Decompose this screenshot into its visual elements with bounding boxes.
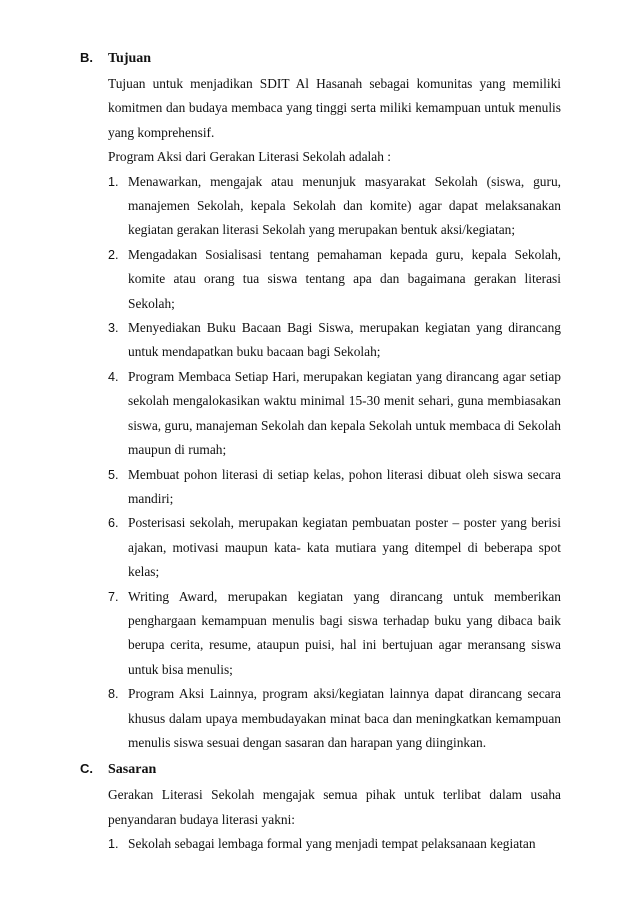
list-item-text: Program Membaca Setiap Hari, merupakan kegiatan yang dirancang agar setiap sekolah mengalokasikan waktu minimal 15-30 menit sehari, guna membiasakan siswa, guru, manajeman Sekolah dan kepala Sekolah untuk membaca di Sekolah maupun di rumah;: [128, 368, 561, 458]
list-item: [80, 170, 561, 243]
section-b-intro: Tujuan untuk menjadikan SDIT Al Hasanah sebagai komunitas yang memiliki komitmen dan budaya membaca yang tinggi serta miliki kemampuan untuk menulis yang komprehensif.: [108, 76, 561, 140]
program-intro: Program Aksi dari Gerakan Literasi Sekolah adalah :: [108, 149, 391, 165]
section-b-marker: B.: [80, 50, 93, 65]
list-item-text: Program Aksi Lainnya, program aksi/kegiatan lainnya dapat dirancang secara khusus dalam upaya membudayakan minat baca dan meningkatkan kemampuan menulis siswa sesuai dengan sasaran dan harapan yang diinginkan.: [128, 686, 561, 750]
list-item-number: 7.: [108, 589, 119, 604]
section-c-title: Sasaran: [108, 762, 157, 778]
list-item: [80, 316, 561, 365]
list-item: [80, 511, 561, 584]
section-b-heading: [80, 44, 561, 72]
list-item-text: Sekolah sebagai lembaga formal yang menjadi tempat pelaksanaan kegiatan: [128, 836, 536, 852]
list-item-number: 1.: [108, 837, 119, 852]
list-item-text: Mengadakan Sosialisasi tentang pemahaman kepada guru, kepala Sekolah, komite atau orang tua siswa tentang apa dan bagaimana gerakan literasi Sekolah;: [128, 246, 561, 311]
list-item-text: Menawarkan, mengajak atau menunjuk masyarakat Sekolah (siswa, guru, manajemen Sekolah, kepala Sekolah dan komite) agar dapat melaksanakan kegiatan gerakan literasi Sekolah yang merupakan bentuk aksi/kegiatan;: [128, 173, 561, 238]
list-item: [80, 463, 561, 512]
target-list: [80, 832, 561, 856]
list-item: [80, 243, 561, 316]
section-c-intro: Gerakan Literasi Sekolah mengajak semua pihak untuk terlibat dalam usaha penyandaran budaya literasi yakni:: [108, 787, 561, 827]
list-item-number: 2.: [108, 247, 119, 262]
section-c-marker: C.: [80, 761, 93, 777]
list-item-number: 3.: [108, 321, 119, 336]
list-item-text: Menyediakan Buku Bacaan Bagi Siswa, merupakan kegiatan yang dirancang untuk mendapatkan buku bacaan bagi Sekolah;: [128, 320, 561, 360]
section-b-title: Tujuan: [108, 51, 152, 66]
list-item-number: 6.: [108, 516, 119, 531]
list-item: [80, 682, 561, 755]
list-item-number: 8.: [108, 687, 119, 702]
list-item-text: Membuat pohon literasi di setiap kelas, pohon literasi dibuat oleh siswa secara mandiri;: [128, 466, 561, 506]
document-content: [80, 44, 561, 857]
list-item: [80, 365, 561, 463]
list-item: [80, 832, 561, 856]
section-c-heading: [80, 755, 561, 783]
program-list: [80, 170, 561, 756]
list-item: [80, 585, 561, 683]
list-item-text: Posterisasi sekolah, merupakan kegiatan pembuatan poster – poster yang berisi ajakan, motivasi maupun kata- kata mutiara yang ditempel di beberapa spot kelas;: [128, 515, 561, 580]
list-item-text: Writing Award, merupakan kegiatan yang dirancang untuk memberikan penghargaan kemampuan menulis bagi siswa terhadap buku yang dibaca baik berupa cerita, resume, ataupun puisi, hal ini bertujuan agar meransang siswa untuk bisa menulis;: [128, 588, 561, 677]
list-item-number: 4.: [108, 369, 119, 384]
list-item-number: 1.: [108, 174, 119, 189]
list-item-number: 5.: [108, 467, 119, 482]
